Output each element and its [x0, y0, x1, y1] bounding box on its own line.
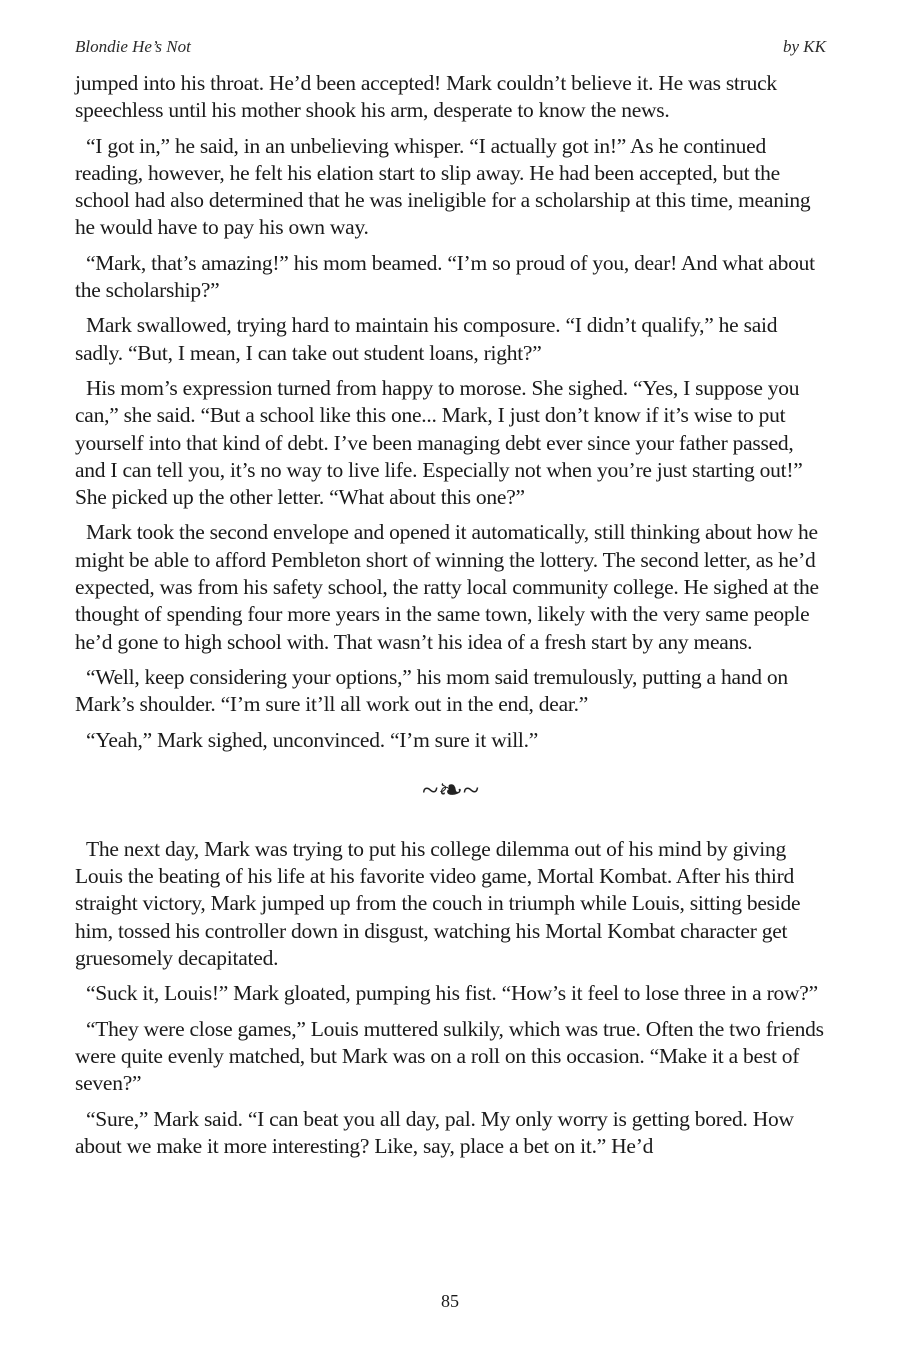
author-name: by KK	[783, 37, 826, 56]
body-text	[75, 70, 826, 1168]
paragraph: “Sure,” Mark said. “I can beat you all day, pal. My only worry is getting bored. How about we make it more interesting? Like, say, place a bet on it.” He’d	[75, 1106, 794, 1158]
page-number: 85	[441, 1291, 459, 1311]
paragraph: Mark took the second envelope and opened it automatically, still thinking about how he might be able to afford Pembleton short of winning the lottery. The second letter, as he’d expected, was from his safety school, the ratty local community college. He sighed at the thought of spending four more years in the same town, likely with the very same people he’d gone to high school with. That wasn’t his idea of a fresh start by any means.	[75, 520, 819, 654]
paragraph: “Mark, that’s amazing!” his mom beamed. “I’m so proud of you, dear! And what about the scholarship?”	[75, 250, 815, 303]
paragraph: “Suck it, Louis!” Mark gloated, pumping his fist. “How’s it feel to lose three in a row?”	[86, 981, 818, 1006]
running-header	[75, 37, 826, 57]
paragraph: The next day, Mark was trying to put his college dilemma out of his mind by giving Louis the beating of his life at his favorite video game, Mortal Kombat. After his third straight victory, Mark jumped up from the couch in triumph while Louis, sitting beside him, tossed his controller down in disgust, watching his Mortal Kombat character get gruesomely decapitated.	[75, 836, 801, 971]
paragraph: “Well, keep considering your options,” his mom said tremulously, putting a hand on Mark’s shoulder. “I’m sure it’ll all work out in the end, dear.”	[75, 664, 788, 717]
paragraph: Mark swallowed, trying hard to maintain his composure. “I didn’t qualify,” he said sadly. “But, I mean, I can take out student loans, right?”	[75, 313, 778, 365]
paragraph: “I got in,” he said, in an unbelieving whisper. “I actually got in!” As he continued reading, however, he felt his elation start to slip away. He had been accepted, but the school had also determined that he was ineligible for a scholarship at this time, meaning he would have to pay his own way.	[75, 133, 811, 240]
paragraph: His mom’s expression turned from happy to morose. She sighed. “Yes, I suppose you can,” she said. “But a school like this one... Mark, I just don’t know if it’s wise to put yourself into that kind of debt. I’ve been managing debt ever since your father passed, and I can tell you, it’s no way to live life. Especially not when you’re just starting out!” She picked up the other letter. “What about this one?”	[75, 375, 803, 510]
book-title: Blondie He’s Not	[75, 37, 191, 56]
paragraph: “Yeah,” Mark sighed, unconvinced. “I’m sure it will.”	[86, 727, 539, 752]
paragraph: jumped into his throat. He’d been accepted! Mark couldn’t believe it. He was struck speechless until his mother shook his arm, desperate to know the news.	[75, 71, 777, 123]
section-break-ornament-icon: ~❧~	[422, 773, 479, 807]
paragraph: “They were close games,” Louis muttered sulkily, which was true. Often the two friends were quite evenly matched, but Mark was on a roll on this occasion. “Make it a best of seven?”	[75, 1016, 824, 1096]
